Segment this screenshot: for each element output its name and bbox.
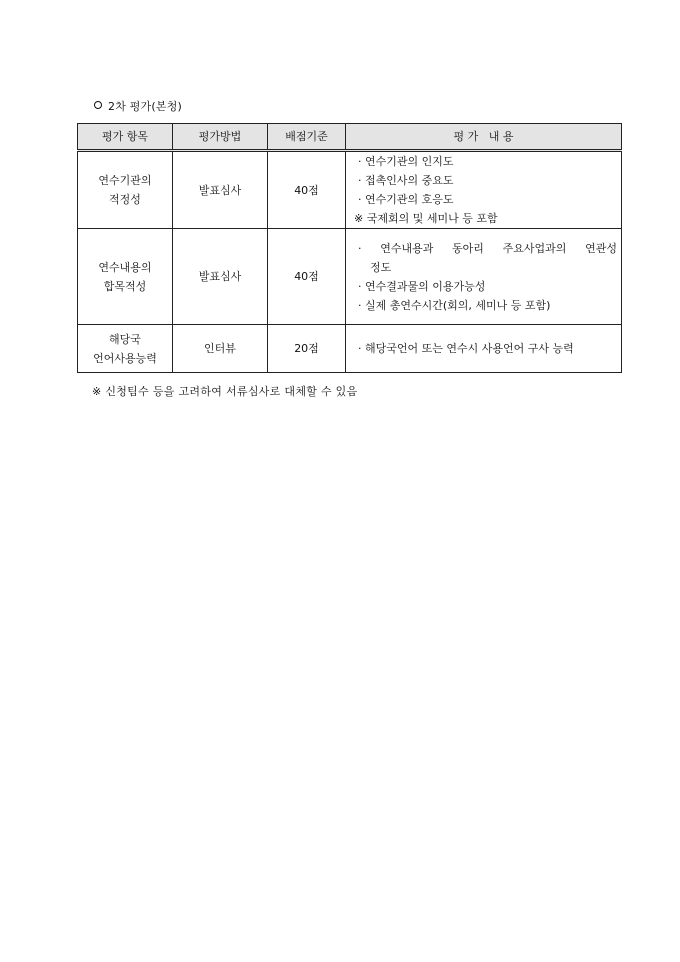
evaluation-item-line: 적정성: [109, 193, 141, 206]
evaluation-method-cell: 발표심사: [173, 229, 268, 325]
section-heading-text: 2차 평가(본청): [108, 100, 183, 113]
content-line: · 연수기관의 호응도: [358, 193, 454, 206]
content-line: · 접촉인사의 중요도: [358, 174, 454, 187]
score-cell: 20점: [268, 325, 346, 373]
evaluation-item-line: 해당국: [109, 332, 141, 346]
evaluation-item-cell: [78, 151, 173, 229]
evaluation-item-line: 합목적성: [103, 279, 147, 293]
section-heading: [94, 98, 182, 114]
evaluation-content-cell: [346, 325, 622, 373]
content-line: · 연수내용과 동아리 주요사업과의 연관성: [358, 241, 617, 255]
table-row: [78, 151, 622, 229]
content-line: · 연수결과물의 이용가능성: [358, 279, 486, 293]
table-row: [78, 229, 622, 325]
evaluation-item-line: 연수내용의: [98, 260, 152, 274]
table-row: [78, 325, 622, 373]
header-evaluation-item: 평가 항목: [78, 124, 173, 151]
evaluation-method-cell: 인터뷰: [173, 325, 268, 373]
score-cell: 40점: [268, 229, 346, 325]
evaluation-item-cell: [78, 325, 173, 373]
circle-bullet-icon: [94, 101, 102, 109]
header-score-criteria: 배점기준: [268, 124, 346, 151]
header-evaluation-content: 평 가 내 용: [346, 124, 622, 151]
header-evaluation-method: 평가방법: [173, 124, 268, 151]
evaluation-item-line: 언어사용능력: [93, 351, 157, 365]
evaluation-table: [77, 123, 622, 373]
content-line-continuation: 정도: [370, 260, 392, 274]
footnote: ※ 신청팀수 등을 고려하여 서류심사로 대체할 수 있음: [92, 385, 358, 398]
score-cell: 40점: [268, 151, 346, 229]
content-line: · 실제 총연수시간(회의, 세미나 등 포함): [358, 298, 551, 312]
evaluation-item-line: 연수기관의: [98, 174, 152, 187]
evaluation-method-cell: 발표심사: [173, 151, 268, 229]
content-line: · 연수기관의 인지도: [358, 155, 454, 168]
evaluation-content-cell: [346, 151, 622, 229]
table-header-row: [78, 124, 622, 151]
evaluation-item-cell: [78, 229, 173, 325]
content-note-line: ※ 국제회의 및 세미나 등 포함: [354, 212, 498, 225]
content-line: · 해당국언어 또는 연수시 사용언어 구사 능력: [358, 342, 574, 355]
evaluation-content-cell: [346, 229, 622, 325]
